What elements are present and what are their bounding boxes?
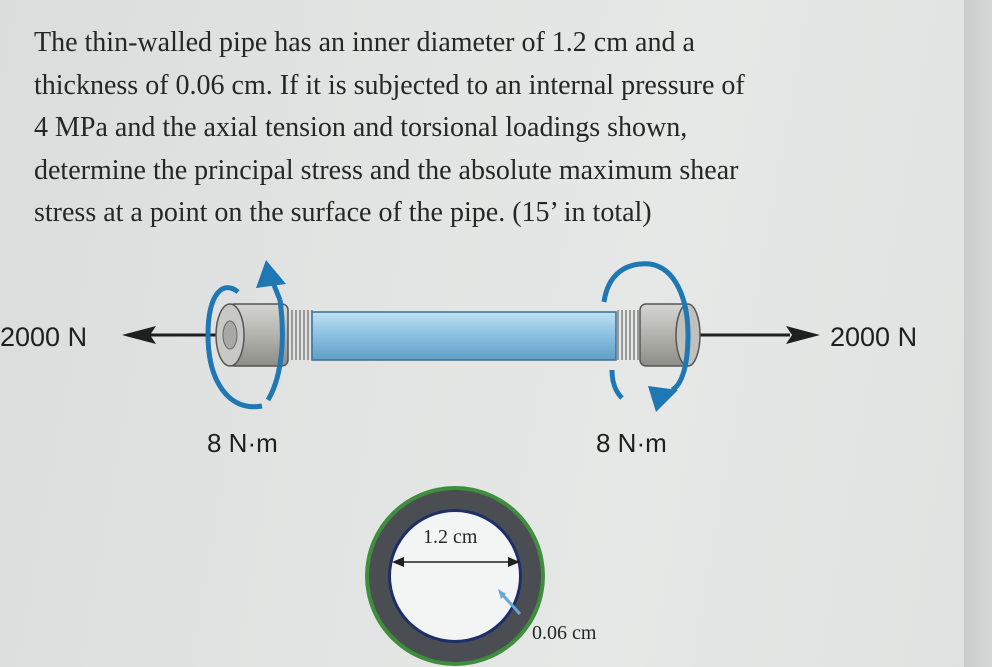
background-edge [964, 0, 992, 667]
left-axial-force-arrow [122, 326, 218, 344]
problem-statement: The thin-walled pipe has an inner diameter of 1.2 cm and a thickness of 0.06 cm. If it is subjected to an internal pressure of 4 MPa and the axial tension and torsional loadings shown, determine the principal stress and the absolute maximum shear stress at a point on the surface of the pipe. (15’ in total) [34, 27, 745, 228]
left-torque-label: 8 N·m [207, 428, 278, 458]
thickness-label: 0.06 cm [532, 622, 597, 644]
right-torque-label: 8 N·m [596, 428, 667, 458]
pipe-diagram [0, 240, 964, 667]
inner-diameter-label: 1.2 cm [423, 526, 478, 548]
right-axial-force-arrow [690, 326, 820, 344]
right-force-label: 2000 N [830, 322, 918, 352]
pipe-figure [0, 240, 964, 667]
left-force-label: 2000 N [0, 322, 88, 352]
pipe-body [312, 312, 616, 360]
left-end-cap [216, 304, 312, 366]
pipe-cross-section [365, 486, 545, 666]
